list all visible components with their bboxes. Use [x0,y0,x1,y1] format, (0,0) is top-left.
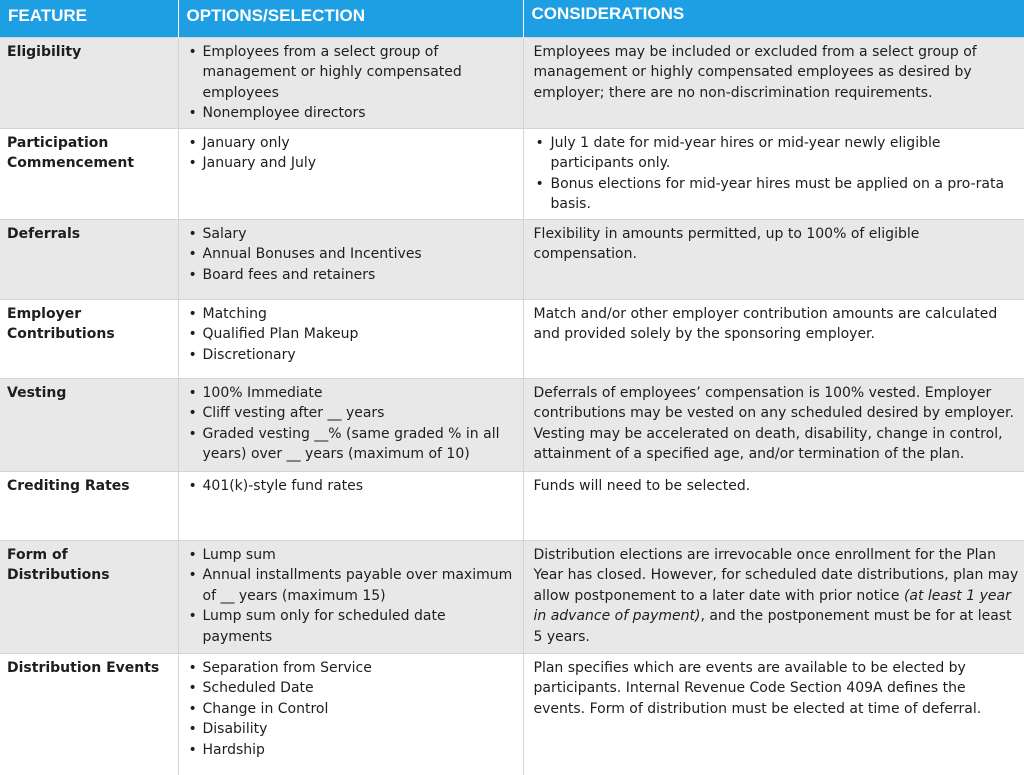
feature-cell: Vesting [0,378,178,471]
option-item: • Annual Bonuses and Incentives [187,244,515,265]
option-item: • Salary [187,224,515,245]
table-row [0,540,1024,653]
options-list [187,476,515,497]
option-item: • Graded vesting __% (same graded % in all years) over __ years (maximum of 10) [187,424,515,465]
considerations-text-italic: (at least 1 year in advance of payment) [533,587,1011,624]
considerations-text-before: Distribution elections are irrevocable once enrollment for the Plan Year has closed. However, for scheduled date distributions, plan may allow postponement to a later date with prior notice [533,546,1019,604]
option-item: • January and July [187,153,515,174]
option-item: • Separation from Service [187,658,515,679]
table-row [0,471,1024,540]
table-row [0,219,1024,299]
option-item: • Scheduled Date [187,678,515,699]
considerations-cell [523,378,1024,471]
option-item: • Lump sum only for scheduled date payments [187,606,515,647]
option-item: • January only [187,133,515,154]
options-list [187,133,515,174]
option-item: • Disability [187,719,515,740]
considerations-text: Plan specifies which are events are available to be elected by participants. Internal Revenue Code Section 409A defines the events. Form of distribution must be elected at time of deferral. [533,659,982,717]
considerations-text: Match and/or other employer contribution amounts are calculated and provided solely by the sponsoring employer. [533,305,998,342]
considerations-text [534,545,1020,648]
table-row [0,128,1024,219]
options-cell [178,471,523,540]
feature-cell: Deferrals [0,219,178,299]
considerations-cell [523,471,1024,540]
options-list [187,545,515,648]
considerations-cell [523,219,1024,299]
considerations-text: Deferrals of employees’ compensation is 100% vested. Employer contributions may be vested on any scheduled desired by employer. Vesting may be accelerated on death, disability, change in control, attainment of a specified age, and/or termination of the plan. [533,384,1014,462]
consideration-item: • July 1 date for mid-year hires or mid-year newly eligible participants only. [534,133,1020,174]
option-item: • 100% Immediate [187,383,515,404]
considerations-cell [523,37,1024,128]
option-item: • Employees from a select group of management or highly compensated employees [187,42,515,104]
option-item: • Hardship [187,740,515,761]
options-list [187,658,515,761]
feature-cell: Crediting Rates [0,471,178,540]
feature-cell: Eligibility [0,37,178,128]
header-options: OPTIONS/SELECTION [178,0,523,37]
considerations-cell [523,299,1024,378]
considerations-cell [523,128,1024,219]
table-row [0,378,1024,471]
options-list [187,224,515,286]
option-item: • Cliff vesting after __ years [187,403,515,424]
feature-cell: Distribution Events [0,653,178,775]
options-cell [178,540,523,653]
header-considerations: CONSIDERATIONS [523,0,1024,37]
considerations-cell [523,653,1024,775]
feature-cell: Participation Commencement [0,128,178,219]
table-row [0,299,1024,378]
options-list [187,42,515,124]
considerations-cell [523,540,1024,653]
options-cell [178,299,523,378]
options-cell [178,653,523,775]
header-row [0,0,1024,37]
considerations-text-after: , and the postponement must be for at least 5 years. [533,608,1012,645]
option-item: • Board fees and retainers [187,265,515,286]
option-item: • Lump sum [187,545,515,566]
table-body [0,37,1024,775]
options-cell [178,378,523,471]
considerations-list [534,133,1020,215]
option-item: • Qualified Plan Makeup [187,324,515,345]
considerations-text: Funds will need to be selected. [533,477,751,494]
option-item: • Matching [187,304,515,325]
options-cell [178,37,523,128]
consideration-item: • Bonus elections for mid-year hires must be applied on a pro-rata basis. [534,174,1020,215]
option-item: • Discretionary [187,345,515,366]
options-list [187,304,515,366]
option-item: • 401(k)-style fund rates [187,476,515,497]
considerations-text: Employees may be included or excluded from a select group of management or highly compensated employees as desired by employer; there are no non-discrimination requirements. [533,43,977,101]
feature-cell: Employer Contributions [0,299,178,378]
options-list [187,383,515,465]
option-item: • Annual installments payable over maximum of __ years (maximum 15) [187,565,515,606]
options-cell [178,128,523,219]
option-item: • Nonemployee directors [187,103,515,124]
considerations-text: Flexibility in amounts permitted, up to 100% of eligible compensation. [533,225,920,262]
feature-cell: Form of Distributions [0,540,178,653]
options-cell [178,219,523,299]
table-row [0,653,1024,775]
header-feature: FEATURE [0,0,178,37]
table-row [0,37,1024,128]
option-item: • Change in Control [187,699,515,720]
